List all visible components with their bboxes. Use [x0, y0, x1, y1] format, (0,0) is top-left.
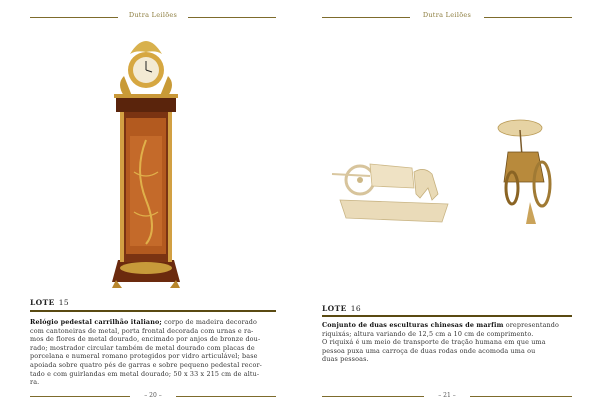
- clock-cantoneira-right: [168, 110, 172, 262]
- page-footer: [30, 392, 276, 402]
- page-number: – 20 –: [144, 392, 162, 399]
- lote-heading: [322, 304, 361, 313]
- page-number: – 21 –: [438, 392, 456, 399]
- header-rule-right: [484, 17, 572, 18]
- rickshaw-1-hub: [357, 177, 363, 183]
- desc-title: Conjunto de duas esculturas chinesas de marfim: [322, 321, 504, 329]
- rickshaw-1-base: [340, 200, 448, 222]
- clock-hood: [116, 96, 176, 112]
- desc-line: rado; mostrador circular também de metal dourado com placas de: [30, 343, 255, 352]
- running-header: [322, 10, 572, 24]
- rickshaw-photo-1: [330, 142, 460, 234]
- rickshaw-1-horse: [414, 169, 438, 200]
- desc-line: corpo de madeira decorado: [161, 318, 258, 326]
- desc-line: ra.: [30, 378, 40, 387]
- lote-rule: [322, 315, 572, 317]
- running-header: [30, 10, 276, 24]
- rickshaw-1-shafts: [332, 174, 370, 176]
- header-title: Dutra Leilões: [422, 11, 472, 19]
- desc-line: duas pessoas.: [322, 355, 369, 364]
- lote-heading: [30, 298, 69, 307]
- desc-line: mos de flores de metal dourado, encimado por anjos de bronze dou-: [30, 335, 261, 344]
- desc-line: pessoa puxa uma carroça de duas rodas onde acomoda uma ou: [322, 346, 536, 355]
- rickshaw-2-wheel-right: [534, 162, 550, 206]
- desc-line: riquixás; altura variando de 12,5 cm a 10 cm de comprimento.: [322, 329, 534, 338]
- right-page: [300, 0, 600, 420]
- desc-line: porcelana e numeral romano protegidos por vidro articulável; base: [30, 352, 258, 361]
- footer-rule-left: [322, 396, 424, 397]
- clock-photo: [100, 32, 192, 292]
- desc-line: tado e com guirlandas em metal dourado; 50 x 33 x 215 cm de altu-: [30, 369, 260, 378]
- footer-rule-left: [30, 396, 130, 397]
- lote-description: [30, 318, 280, 387]
- clock-marquetry: [130, 136, 162, 246]
- lote-label: LOTE: [322, 304, 347, 313]
- header-title: Dutra Leilões: [128, 11, 178, 19]
- footer-rule-right: [470, 396, 572, 397]
- clock-base-garland: [120, 262, 172, 274]
- desc-line: apoiada sobre quatro pés de garras e sobre pequeno pedestal recor-: [30, 360, 262, 369]
- desc-line: O riquixá é um meio de transporte de tração humana em que uma: [322, 338, 546, 347]
- rickshaw-1-carriage: [370, 164, 414, 188]
- page-footer: [322, 392, 572, 402]
- lote-label: LOTE: [30, 298, 55, 307]
- desc-line: orepresentando: [503, 321, 560, 329]
- lote-number: 15: [58, 298, 70, 307]
- header-rule-right: [188, 17, 276, 18]
- rickshaw-photo-2: [490, 116, 560, 228]
- footer-rule-right: [176, 396, 276, 397]
- lote-number: 16: [350, 304, 362, 313]
- desc-title: Relógio pedestal carrilhão italiano;: [30, 318, 162, 326]
- lote-rule: [30, 310, 276, 312]
- clock-cantoneira-left: [120, 110, 124, 262]
- rickshaw-2-figure: [526, 202, 536, 224]
- desc-line: com cantoneiras de metal, porta frontal decorada com urnas e ra-: [30, 326, 254, 335]
- lote-description: [322, 321, 576, 364]
